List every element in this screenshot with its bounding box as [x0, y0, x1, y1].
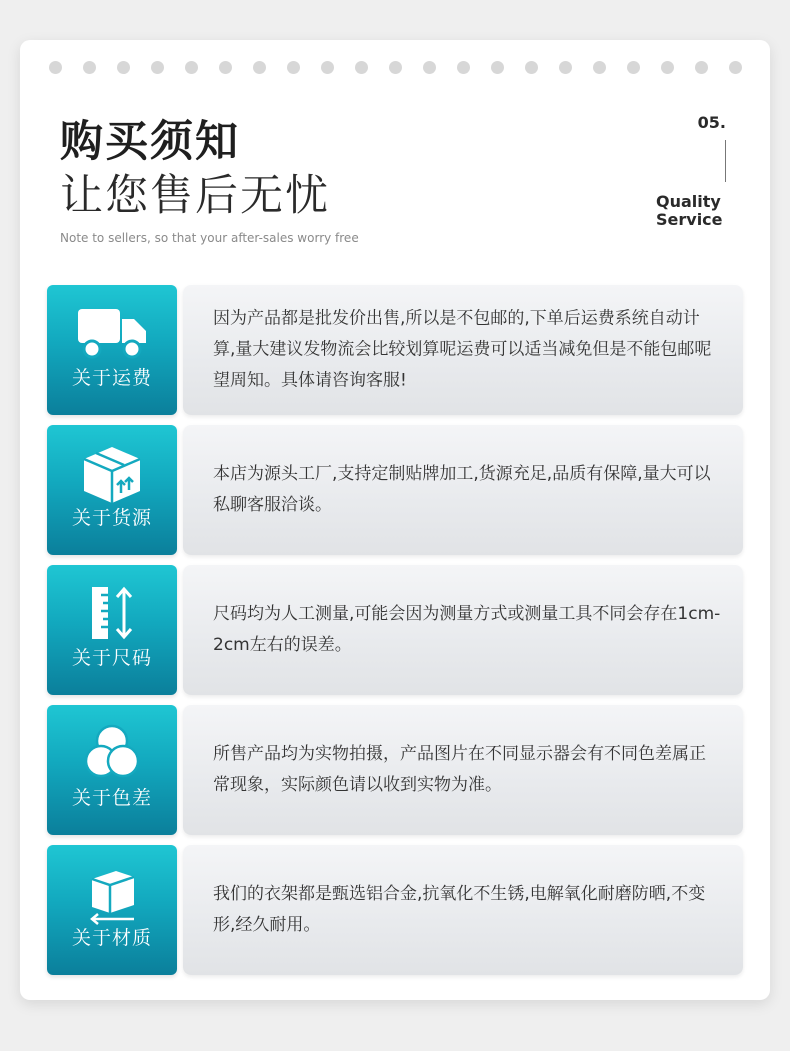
section-label: 关于材质: [71, 927, 152, 949]
color-tile: [47, 705, 177, 835]
section-label: 关于尺码: [71, 647, 152, 669]
divider-line: [725, 140, 726, 182]
section-text: 所售产品均为实物拍摄，产品图片在不同显示器会有不同色差属正常现象，实际颜色请以收到实物为准。: [213, 744, 706, 795]
section-panel: [183, 705, 743, 835]
binder-dot: [321, 61, 334, 74]
section-text: 因为产品都是批发价出售,所以是不包邮的,下单后运费系统自动计算,量大建议发物流会比较划算呢运费可以适当减免但是不能包邮呢望周知。具体请咨询客服!: [213, 308, 712, 391]
page-title: 购买须知: [60, 117, 240, 167]
binder-dot: [355, 61, 368, 74]
section-size: [47, 565, 743, 695]
binder-dot: [695, 61, 708, 74]
binder-dot: [287, 61, 300, 74]
section-panel: [183, 845, 743, 975]
binder-dot: [83, 61, 96, 74]
binder-dot: [49, 61, 62, 74]
binder-dot: [627, 61, 640, 74]
page-subtitle-en: Note to sellers, so that your after-sales worry free: [60, 231, 359, 245]
section-label: 关于色差: [71, 787, 152, 809]
binder-dot: [219, 61, 232, 74]
source-tile: [47, 425, 177, 555]
binder-dot: [423, 61, 436, 74]
cube-icon: [72, 863, 152, 925]
binder-dot: [593, 61, 606, 74]
binder-dot: [253, 61, 266, 74]
section-label: 关于运费: [71, 367, 152, 389]
section-label: 关于货源: [71, 507, 152, 529]
section-source: [47, 425, 743, 555]
material-tile: [47, 845, 177, 975]
section-material: [47, 845, 743, 975]
color-circles-icon: [72, 723, 152, 785]
binder-dot: [661, 61, 674, 74]
section-shipping: [47, 285, 743, 415]
quality-service-label: [656, 193, 726, 229]
ruler-icon: [72, 583, 152, 645]
binder-dot: [491, 61, 504, 74]
binder-dot: [525, 61, 538, 74]
section-panel: [183, 425, 743, 555]
binder-dot: [729, 61, 742, 74]
shipping-tile: [47, 285, 177, 415]
size-tile: [47, 565, 177, 695]
section-text: 本店为源头工厂,支持定制贴牌加工,货源充足,品质有保障,量大可以私聊客服洽谈。: [213, 464, 711, 515]
section-number: 05.: [697, 113, 726, 132]
binder-dots: [20, 61, 770, 75]
binder-dot: [457, 61, 470, 74]
binder-dot: [389, 61, 402, 74]
section-text: 我们的衣架都是甄选铝合金,抗氧化不生锈,电解氧化耐磨防晒,不变形,经久耐用。: [213, 884, 706, 935]
quality-label: Quality: [656, 192, 721, 211]
section-color: [47, 705, 743, 835]
notice-card: [20, 40, 770, 1000]
section-panel: [183, 285, 743, 415]
page-subtitle-cn: 让您售后无忧: [60, 171, 330, 221]
binder-dot: [117, 61, 130, 74]
package-icon: [72, 443, 152, 505]
section-panel: [183, 565, 743, 695]
binder-dot: [151, 61, 164, 74]
section-text: 尺码均为人工测量,可能会因为测量方式或测量工具不同会存在1cm-2cm左右的误差。: [213, 604, 721, 655]
truck-icon: [72, 303, 152, 365]
binder-dot: [559, 61, 572, 74]
service-label: Service: [656, 210, 723, 229]
binder-dot: [185, 61, 198, 74]
